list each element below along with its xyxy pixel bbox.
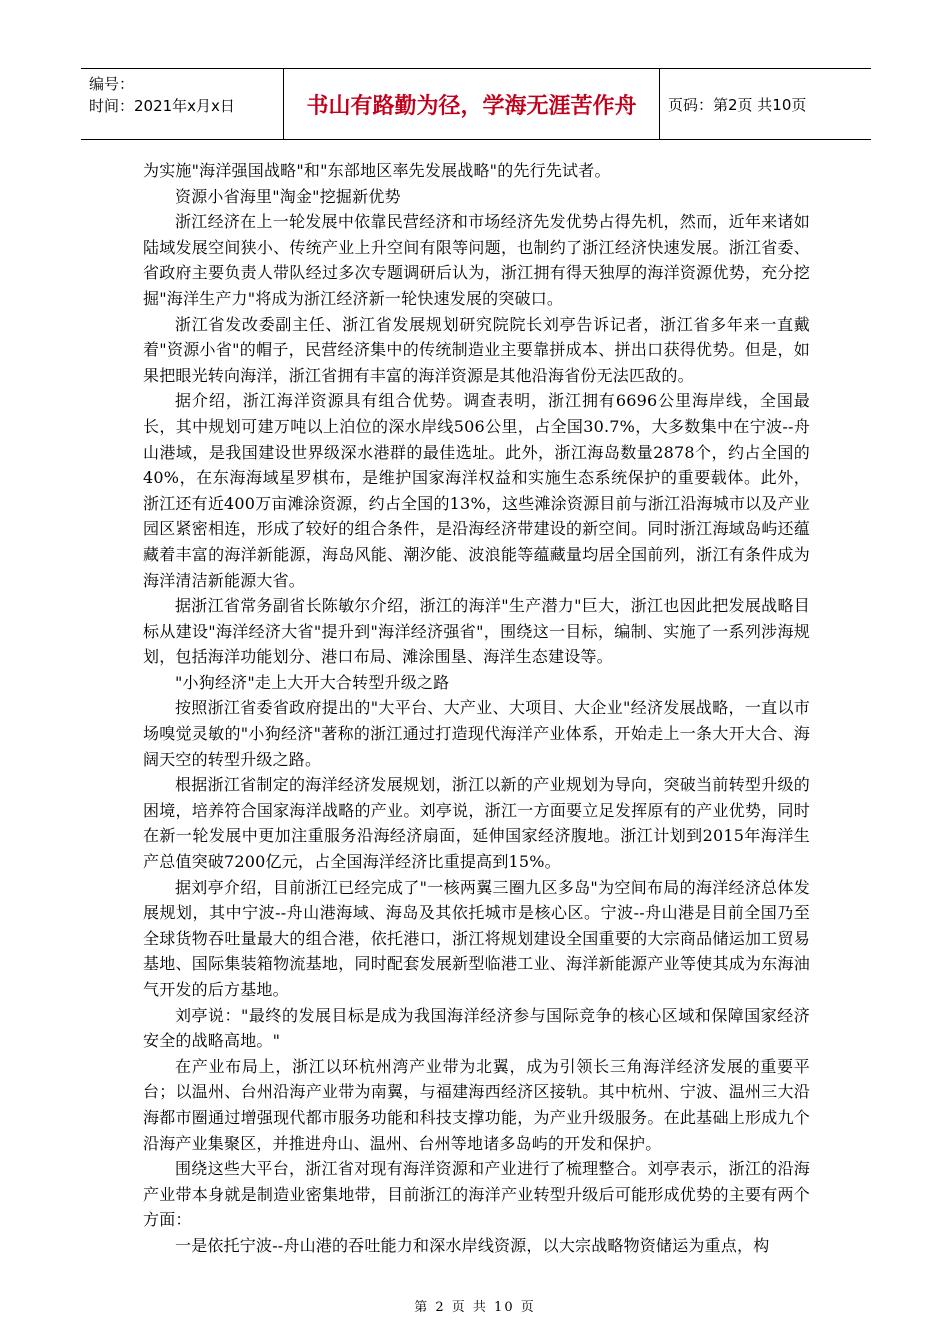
section-heading: "小狗经济"走上大开大合转型升级之路	[175, 672, 450, 692]
page-footer	[0, 1296, 950, 1315]
section-heading: 资源小省海里"淘金"挖掘新优势	[175, 186, 401, 206]
paragraph: 据刘亭介绍，目前浙江已经完成了"一核两翼三圈九区多岛"为空间布局的海洋经济总体发展规划，其中宁波--舟山港海域、海岛及其依托城市是核心区。宁波--舟山港是目前全国乃至全球货物吞吐量最大的组合港，依托港口，浙江将规划建设全国重要的大宗商品储运加工贸易基地、国际集装箱物流基地，同时配套发展新型临港工业、海洋新能源产业等使其成为东海油气开发的后方基地。	[143, 877, 810, 999]
page-header	[81, 68, 871, 140]
paragraph: 在产业布局上，浙江以环杭州湾产业带为北翼，成为引领长三角海洋经济发展的重要平台；以温州、台州沿海产业带为南翼，与福建海西经济区接轨。其中杭州、宁波、温州三大沿海都市圈通过增强现代都市服务功能和科技支撑功能，为产业升级服务。在此基础上形成九个沿海产业集聚区，并推进舟山、温州、台州等地诸多岛屿的开发和保护。	[143, 1056, 810, 1153]
document-number-label: 编号：	[89, 75, 135, 93]
paragraph: 浙江经济在上一轮发展中依靠民营经济和市场经济先发优势占得先机，然而，近年来诸如陆域发展空间狭小、传统产业上升空间有限等问题，也制约了浙江经济快速发展。浙江省委、省政府主要负责人带队经过多次专题调研后认为，浙江拥有得天独厚的海洋资源优势，充分挖掘"海洋生产力"将成为浙江经济新一轮快速发展的突破口。	[143, 212, 810, 308]
footer-page-number: 第 2 页 共 10 页	[414, 1300, 536, 1315]
paragraph: 刘亭说："最终的发展目标是成为我国海洋经济参与国际竞争的核心区域和保障国家经济安全的战略高地。"	[143, 1005, 810, 1051]
document-time-label: 时间：2021年x月x日	[89, 97, 235, 115]
paragraph: 为实施"海洋强国战略"和"东部地区率先发展战略"的先行先试者。	[143, 161, 611, 180]
paragraph: 浙江省发改委副主任、浙江省发展规划研究院院长刘亭告诉记者，浙江省多年来一直戴着"资源小省"的帽子，民营经济集中的传统制造业主要靠拼成本、拼出口获得优势。但是，如果把眼光转向海洋，浙江省拥有丰富的海洋资源是其他沿海省份无法匹敌的。	[143, 314, 810, 385]
paragraph: 据浙江省常务副省长陈敏尔介绍，浙江的海洋"生产潜力"巨大，浙江也因此把发展战略目标从建设"海洋经济大省"提升到"海洋经济强省"，围绕这一目标，编制、实施了一系列涉海规划，包括海洋功能划分、港口布局、滩涂围垦、海洋生态建设等。	[143, 596, 810, 667]
paragraph: 围绕这些大平台，浙江省对现有海洋资源和产业进行了梳理整合。刘亭表示，浙江的沿海产业带本身就是制造业密集地带，目前浙江的海洋产业转型升级后可能形成优势的主要有两个方面：	[143, 1159, 810, 1230]
paragraph: 按照浙江省委省政府提出的"大平台、大产业、大项目、大企业"经济发展战略，一直以市场嗅觉灵敏的"小狗经济"著称的浙江通过打造现代海洋产业体系，开始走上一条大开大合、海阔天空的转型升级之路。	[143, 698, 810, 769]
paragraph: 一是依托宁波--舟山港的吞吐能力和深水岸线资源，以大宗战略物资储运为重点，构	[175, 1235, 770, 1255]
paragraph: 根据浙江省制定的海洋经济发展规划，浙江以新的产业规划为导向，突破当前转型升级的困境，培养符合国家海洋战略的产业。刘亭说，浙江一方面要立足发挥原有的产业优势，同时在新一轮发展中更加注重服务沿海经济扇面，延伸国家经济腹地。浙江计划到2015年海洋生产总值突破7200亿元，占全国海洋经济比重提高到15%。	[143, 775, 810, 872]
paragraph: 据介绍，浙江海洋资源具有组合优势。调查表明，浙江拥有6696公里海岸线，全国最长，其中规划可建万吨以上泊位的深水岸线506公里，占全国30.7%，大多数集中在宁波--舟山港域，是我国建设世界级深水港群的最佳选址。此外，浙江海岛数量2878个，约占全国的40%，在东海海域星罗棋布，是维护国家海洋权益和实施生态系统保护的重要载体。此外，浙江还有近400万亩滩涂资源，约占全国的13%，这些滩涂资源目前与浙江沿海城市以及产业园区紧密相连，形成了较好的组合条件，是沿海经济带建设的新空间。同时浙江海域岛屿还蕴藏着丰富的海洋新能源，海岛风能、潮汐能、波浪能等蕴藏量均居全国前列，浙江有条件成为海洋清洁新能源大省。	[143, 391, 810, 590]
header-meta	[81, 68, 284, 140]
document-body	[143, 158, 810, 1259]
header-motto: 书山有路勤为径，学海无涯苦作舟	[284, 68, 660, 140]
header-page-info: 页码：第2页 共10页	[660, 68, 871, 140]
